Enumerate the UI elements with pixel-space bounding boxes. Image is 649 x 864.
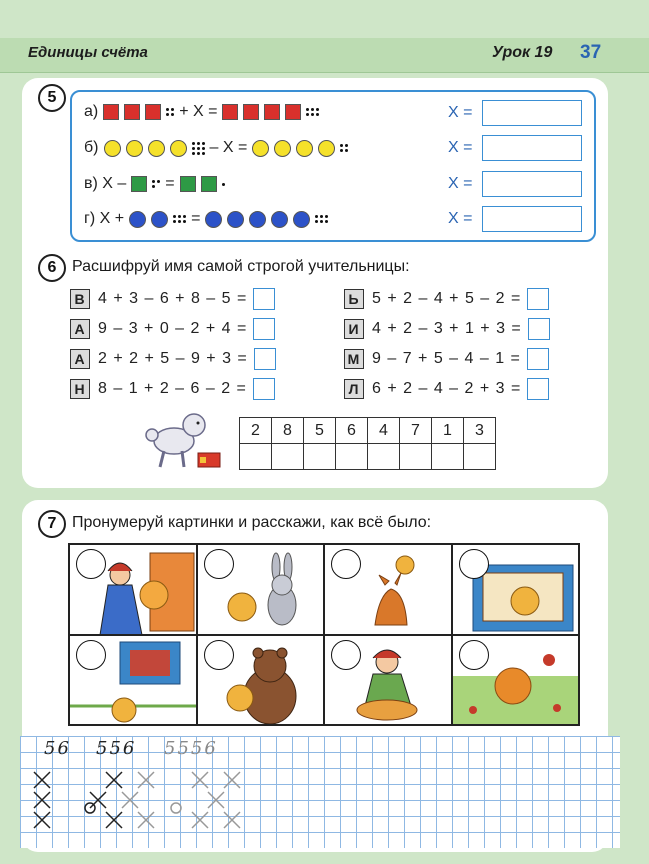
answer-letter-cell[interactable] xyxy=(400,444,432,470)
dots-9 xyxy=(192,142,205,155)
answer-letter-cell[interactable] xyxy=(304,444,336,470)
yellow-circle xyxy=(274,140,291,157)
row-label: г) X + xyxy=(84,210,125,227)
number-circle[interactable] xyxy=(76,549,106,579)
task-5-row-a xyxy=(84,99,319,125)
page-header xyxy=(0,38,649,73)
blue-circle xyxy=(129,211,146,228)
expression: 5 + 2 – 4 + 5 – 2 = xyxy=(372,290,522,307)
task-7-title: Пронумеруй картинки и расскажи, как всё было: xyxy=(72,514,432,531)
equation-right-2 xyxy=(344,317,550,341)
equation-left-2 xyxy=(70,317,275,341)
yellow-circle xyxy=(318,140,335,157)
dots-6 xyxy=(306,108,319,116)
blue-circle xyxy=(227,211,244,228)
equation-left-4 xyxy=(70,377,275,401)
dots-1 xyxy=(222,183,225,186)
task-5-row-b xyxy=(84,135,348,161)
picture-cell xyxy=(452,635,580,726)
letter-tile: В xyxy=(70,289,90,309)
red-square xyxy=(103,104,119,120)
row-op: + X = xyxy=(179,103,218,120)
equation-right-3 xyxy=(344,347,549,371)
expression: 4 + 3 – 6 + 8 – 5 = xyxy=(98,290,248,307)
dots-4 xyxy=(166,108,174,116)
letter-tile: Л xyxy=(344,379,364,399)
blue-circle xyxy=(151,211,168,228)
handwriting-sample-2: 556 xyxy=(96,738,137,759)
blue-circle xyxy=(205,211,222,228)
code-cell: 7 xyxy=(400,418,432,444)
expression: 2 + 2 + 5 – 9 + 3 = xyxy=(98,350,248,367)
blue-circle xyxy=(249,211,266,228)
answer-letter-cell[interactable] xyxy=(336,444,368,470)
yellow-circle xyxy=(126,140,143,157)
letter-tile: И xyxy=(344,319,364,339)
row-op: = xyxy=(165,175,175,192)
equation-right-4 xyxy=(344,377,549,401)
red-square xyxy=(145,104,161,120)
expression: 9 – 3 + 0 – 2 + 4 = xyxy=(98,320,248,337)
answer-letter-cell[interactable] xyxy=(368,444,400,470)
picture-cell xyxy=(452,544,580,635)
answer-box-b[interactable] xyxy=(482,135,582,161)
expression: 6 + 2 – 4 – 2 + 3 = xyxy=(372,380,522,397)
yellow-circle xyxy=(252,140,269,157)
answer-label-a: X = xyxy=(448,104,473,121)
result-box[interactable] xyxy=(253,378,275,400)
row-op: = xyxy=(191,210,201,227)
red-square xyxy=(243,104,259,120)
answer-box-c[interactable] xyxy=(482,171,582,197)
code-cell: 3 xyxy=(464,418,496,444)
expression: 8 – 1 + 2 – 6 – 2 = xyxy=(98,380,247,397)
code-cell: 5 xyxy=(304,418,336,444)
number-circle[interactable] xyxy=(459,640,489,670)
green-square xyxy=(180,176,196,192)
row-label: а) xyxy=(84,103,99,120)
code-cell: 6 xyxy=(336,418,368,444)
result-box[interactable] xyxy=(528,318,550,340)
answer-letter-cell[interactable] xyxy=(464,444,496,470)
handwriting-sample-3: 5556 xyxy=(164,738,218,759)
picture-cell xyxy=(69,544,197,635)
picture-cell xyxy=(324,544,452,635)
answer-box-a[interactable] xyxy=(482,100,582,126)
row-label: б) xyxy=(84,139,99,156)
answer-label-d: X = xyxy=(448,210,473,227)
task-6-title: Расшифруй имя самой строгой учительницы: xyxy=(72,258,410,275)
cross-pattern-drawing xyxy=(30,770,260,842)
red-square xyxy=(285,104,301,120)
lesson-label: Урок 19 xyxy=(492,44,553,61)
picture-cell xyxy=(69,635,197,726)
yellow-circle xyxy=(296,140,313,157)
letter-tile: А xyxy=(70,319,90,339)
dots-4 xyxy=(340,144,348,152)
number-circle[interactable] xyxy=(331,640,361,670)
page-number: 37 xyxy=(580,42,602,63)
letter-tile: А xyxy=(70,349,90,369)
green-square xyxy=(131,176,147,192)
task-5-row-c xyxy=(84,171,225,197)
result-box[interactable] xyxy=(527,378,549,400)
answer-label-c: X = xyxy=(448,175,473,192)
dots-3 xyxy=(152,180,160,188)
number-circle[interactable] xyxy=(76,640,106,670)
answer-label-b: X = xyxy=(448,139,473,156)
result-box[interactable] xyxy=(253,288,275,310)
code-table xyxy=(239,417,496,470)
expression: 9 – 7 + 5 – 4 – 1 = xyxy=(372,350,521,367)
answer-letter-cell[interactable] xyxy=(240,444,272,470)
answer-letter-cell[interactable] xyxy=(272,444,304,470)
letter-tile: Н xyxy=(70,379,90,399)
picture-grid xyxy=(68,543,580,726)
task-6-number: 6 xyxy=(38,254,66,282)
blue-circle xyxy=(271,211,288,228)
letter-tile: М xyxy=(344,349,364,369)
equation-left-3 xyxy=(70,347,276,371)
code-cell: 8 xyxy=(272,418,304,444)
red-square xyxy=(124,104,140,120)
dots-6 xyxy=(173,215,186,223)
row-label: в) X – xyxy=(84,175,127,192)
number-circle[interactable] xyxy=(204,549,234,579)
yellow-circle xyxy=(148,140,165,157)
task-5-box xyxy=(70,90,596,242)
handwriting-sample-1: 56 xyxy=(44,738,71,759)
number-circle[interactable] xyxy=(204,640,234,670)
picture-cell xyxy=(197,544,325,635)
picture-cell xyxy=(324,635,452,726)
red-square xyxy=(264,104,280,120)
code-cell: 1 xyxy=(432,418,464,444)
number-circle[interactable] xyxy=(331,549,361,579)
task-7-number: 7 xyxy=(38,510,66,538)
yellow-circle xyxy=(104,140,121,157)
answer-box-d[interactable] xyxy=(482,206,582,232)
equation-right-1 xyxy=(344,287,549,311)
dots-6 xyxy=(315,215,328,223)
green-square xyxy=(201,176,217,192)
result-box[interactable] xyxy=(253,318,275,340)
task-5-row-d xyxy=(84,206,328,232)
result-box[interactable] xyxy=(527,288,549,310)
expression: 4 + 2 – 3 + 1 + 3 = xyxy=(372,320,522,337)
blue-circle xyxy=(293,211,310,228)
equation-left-1 xyxy=(70,287,275,311)
section-title: Единицы счёта xyxy=(28,44,148,61)
code-cell: 2 xyxy=(240,418,272,444)
result-box[interactable] xyxy=(254,348,276,370)
task-5-number: 5 xyxy=(38,84,66,112)
picture-cell xyxy=(197,635,325,726)
yellow-circle xyxy=(170,140,187,157)
red-square xyxy=(222,104,238,120)
row-op: – X = xyxy=(209,139,248,156)
letter-tile: Ь xyxy=(344,289,364,309)
result-box[interactable] xyxy=(527,348,549,370)
number-circle[interactable] xyxy=(459,549,489,579)
answer-letter-cell[interactable] xyxy=(432,444,464,470)
code-cell: 4 xyxy=(368,418,400,444)
poodle-illustration xyxy=(138,405,222,475)
